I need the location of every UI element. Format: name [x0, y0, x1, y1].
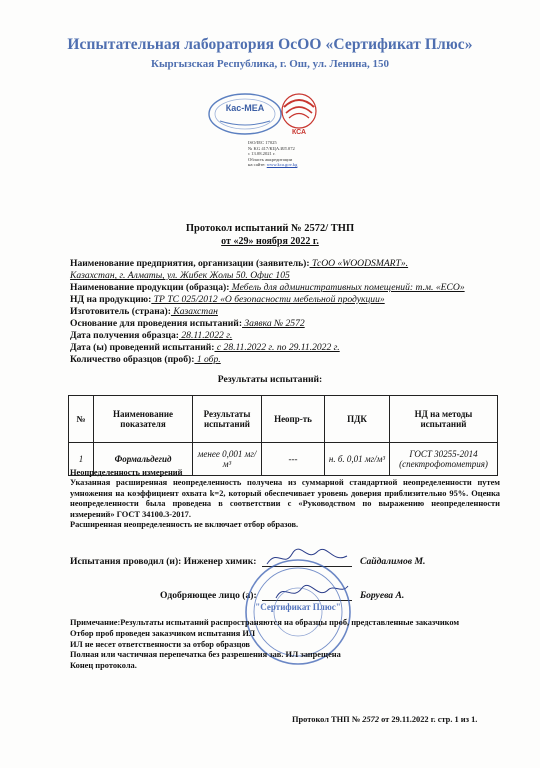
field-nd-product: НД на продукцию: ТР ТС 025/2012 «О безопасности мебельной продукции»: [70, 294, 385, 305]
col-test-method: НД на методы испытаний: [390, 396, 498, 443]
logo-right-text: КСА: [291, 129, 307, 136]
field-basis: Основание для проведения испытаний: Заявка № 2572: [70, 318, 305, 329]
accreditation-link[interactable]: www.kca.gov.kg: [266, 162, 298, 168]
lab-title: Испытательная лаборатория ОсОО «Сертификат Плюс»: [67, 36, 473, 53]
footer-notes: [70, 618, 510, 672]
field-sample-count: Количество образцов (проб): 1 обр.: [70, 354, 221, 365]
protocol-title: Протокол испытаний № 2572/ ТНП: [185, 223, 355, 234]
note-end: Конец протокола.: [70, 661, 137, 671]
tester-label: Испытания проводил (и): Инженер химик:: [70, 556, 257, 567]
uncertainty-notes: [70, 468, 500, 530]
kca-logo: [268, 89, 330, 137]
approver-name: Боруева А.: [360, 590, 405, 601]
col-result: Результаты испытаний: [193, 396, 262, 443]
note-results-scope: Примечание:Результаты испытаний распространяются на образцы проб, представленные заказчиком: [70, 618, 460, 627]
accreditation-block: [248, 140, 297, 168]
tester-name: Сайдалимов М.: [360, 556, 426, 567]
accr-line-1: ISO/IEC 17025: [248, 140, 277, 145]
note-sampling-customer: Отбор проб проведен заказчиком испытания ИЛ: [70, 628, 256, 638]
note-sampling-responsibility: ИЛ не несет ответственности за отбор образцов: [70, 639, 250, 649]
results-title: Результаты испытаний:: [217, 374, 323, 385]
field-received-date: Дата получения образца: 28.11.2022 г.: [70, 330, 233, 341]
uncertainty-exclusion: Расширенная неопределенность не включает отбор образов.: [70, 520, 299, 530]
lab-address: Кыргызская Республика, г. Ош, ул. Ленина, 150: [150, 58, 390, 70]
cell-indicator: Формальдегид: [94, 443, 193, 476]
field-product: Наименование продукции (образца): Мебель для административных помещений: т.м. «ECO»: [70, 282, 465, 293]
cell-test-method: ГОСТ 30255-2014 (спектрофотометрия): [390, 443, 498, 476]
cell-number: 1: [69, 443, 94, 476]
protocol-date: от «29» ноября 2022 г.: [221, 236, 319, 247]
accr-line-5: на сайте:: [248, 162, 266, 168]
field-manufacturer: Изготовитель (страна): Казахстан: [70, 306, 218, 317]
accr-line-3: с 13.08.2021 г.: [248, 151, 276, 157]
col-uncertainty: Неопр-ть: [262, 396, 325, 443]
page-footer: Протокол ТНП № 2572 от 29.11.2022 г. стр. 1 из 1.: [292, 715, 478, 724]
col-number: №: [69, 396, 94, 443]
accr-line-2: № KG 417/КЦА.ИЛ.072: [248, 145, 295, 151]
stamp-text: "Сертификат Плюс": [255, 602, 341, 612]
cell-mpc: н. б. 0,01 мг/м³: [325, 443, 390, 476]
results-header-row: [69, 396, 498, 443]
note-reprint: Полная или частичная перепечатка без разрешения зав. ИЛ запрещена: [70, 650, 341, 660]
approver-label: Одобряющее лицо (а):: [160, 590, 257, 601]
field-test-dates: Дата (ы) проведений испытаний: с 28.11.2022 г. по 29.11.2022 г.: [70, 342, 340, 353]
uncertainty-body: Указанная расширенная неопределенность получена из суммарной стандартной неопределенности путем умножения на коэффициент охвата k=2, который обеспечивает уровень доверия приблизительно 95%. Оценка неопределенности была проведена в соответствии с «Руководством по выражению неопределенности измерений» ГОСТ 34100.3-2017.: [70, 478, 500, 519]
cell-result: менее 0,001 мг/м³: [193, 443, 262, 476]
cell-uncertainty: ---: [262, 443, 325, 476]
field-applicant: Наименование предприятия, организации (заявитель): ТсОО «WOODSMART».: [70, 258, 409, 269]
accr-line-4: Область аккредитации: [248, 156, 293, 162]
results-table: [68, 395, 498, 476]
uncertainty-heading: Неопределенность измерений: [70, 468, 183, 477]
logo-left-text: Кас-МЕА: [225, 103, 265, 113]
col-mpc: ПДК: [325, 396, 390, 443]
col-indicator: Наименование показателя: [94, 396, 193, 443]
field-applicant-address: Казахстан, г. Алматы, ул. Жибек Жолы 50. Офис 105: [70, 270, 290, 281]
